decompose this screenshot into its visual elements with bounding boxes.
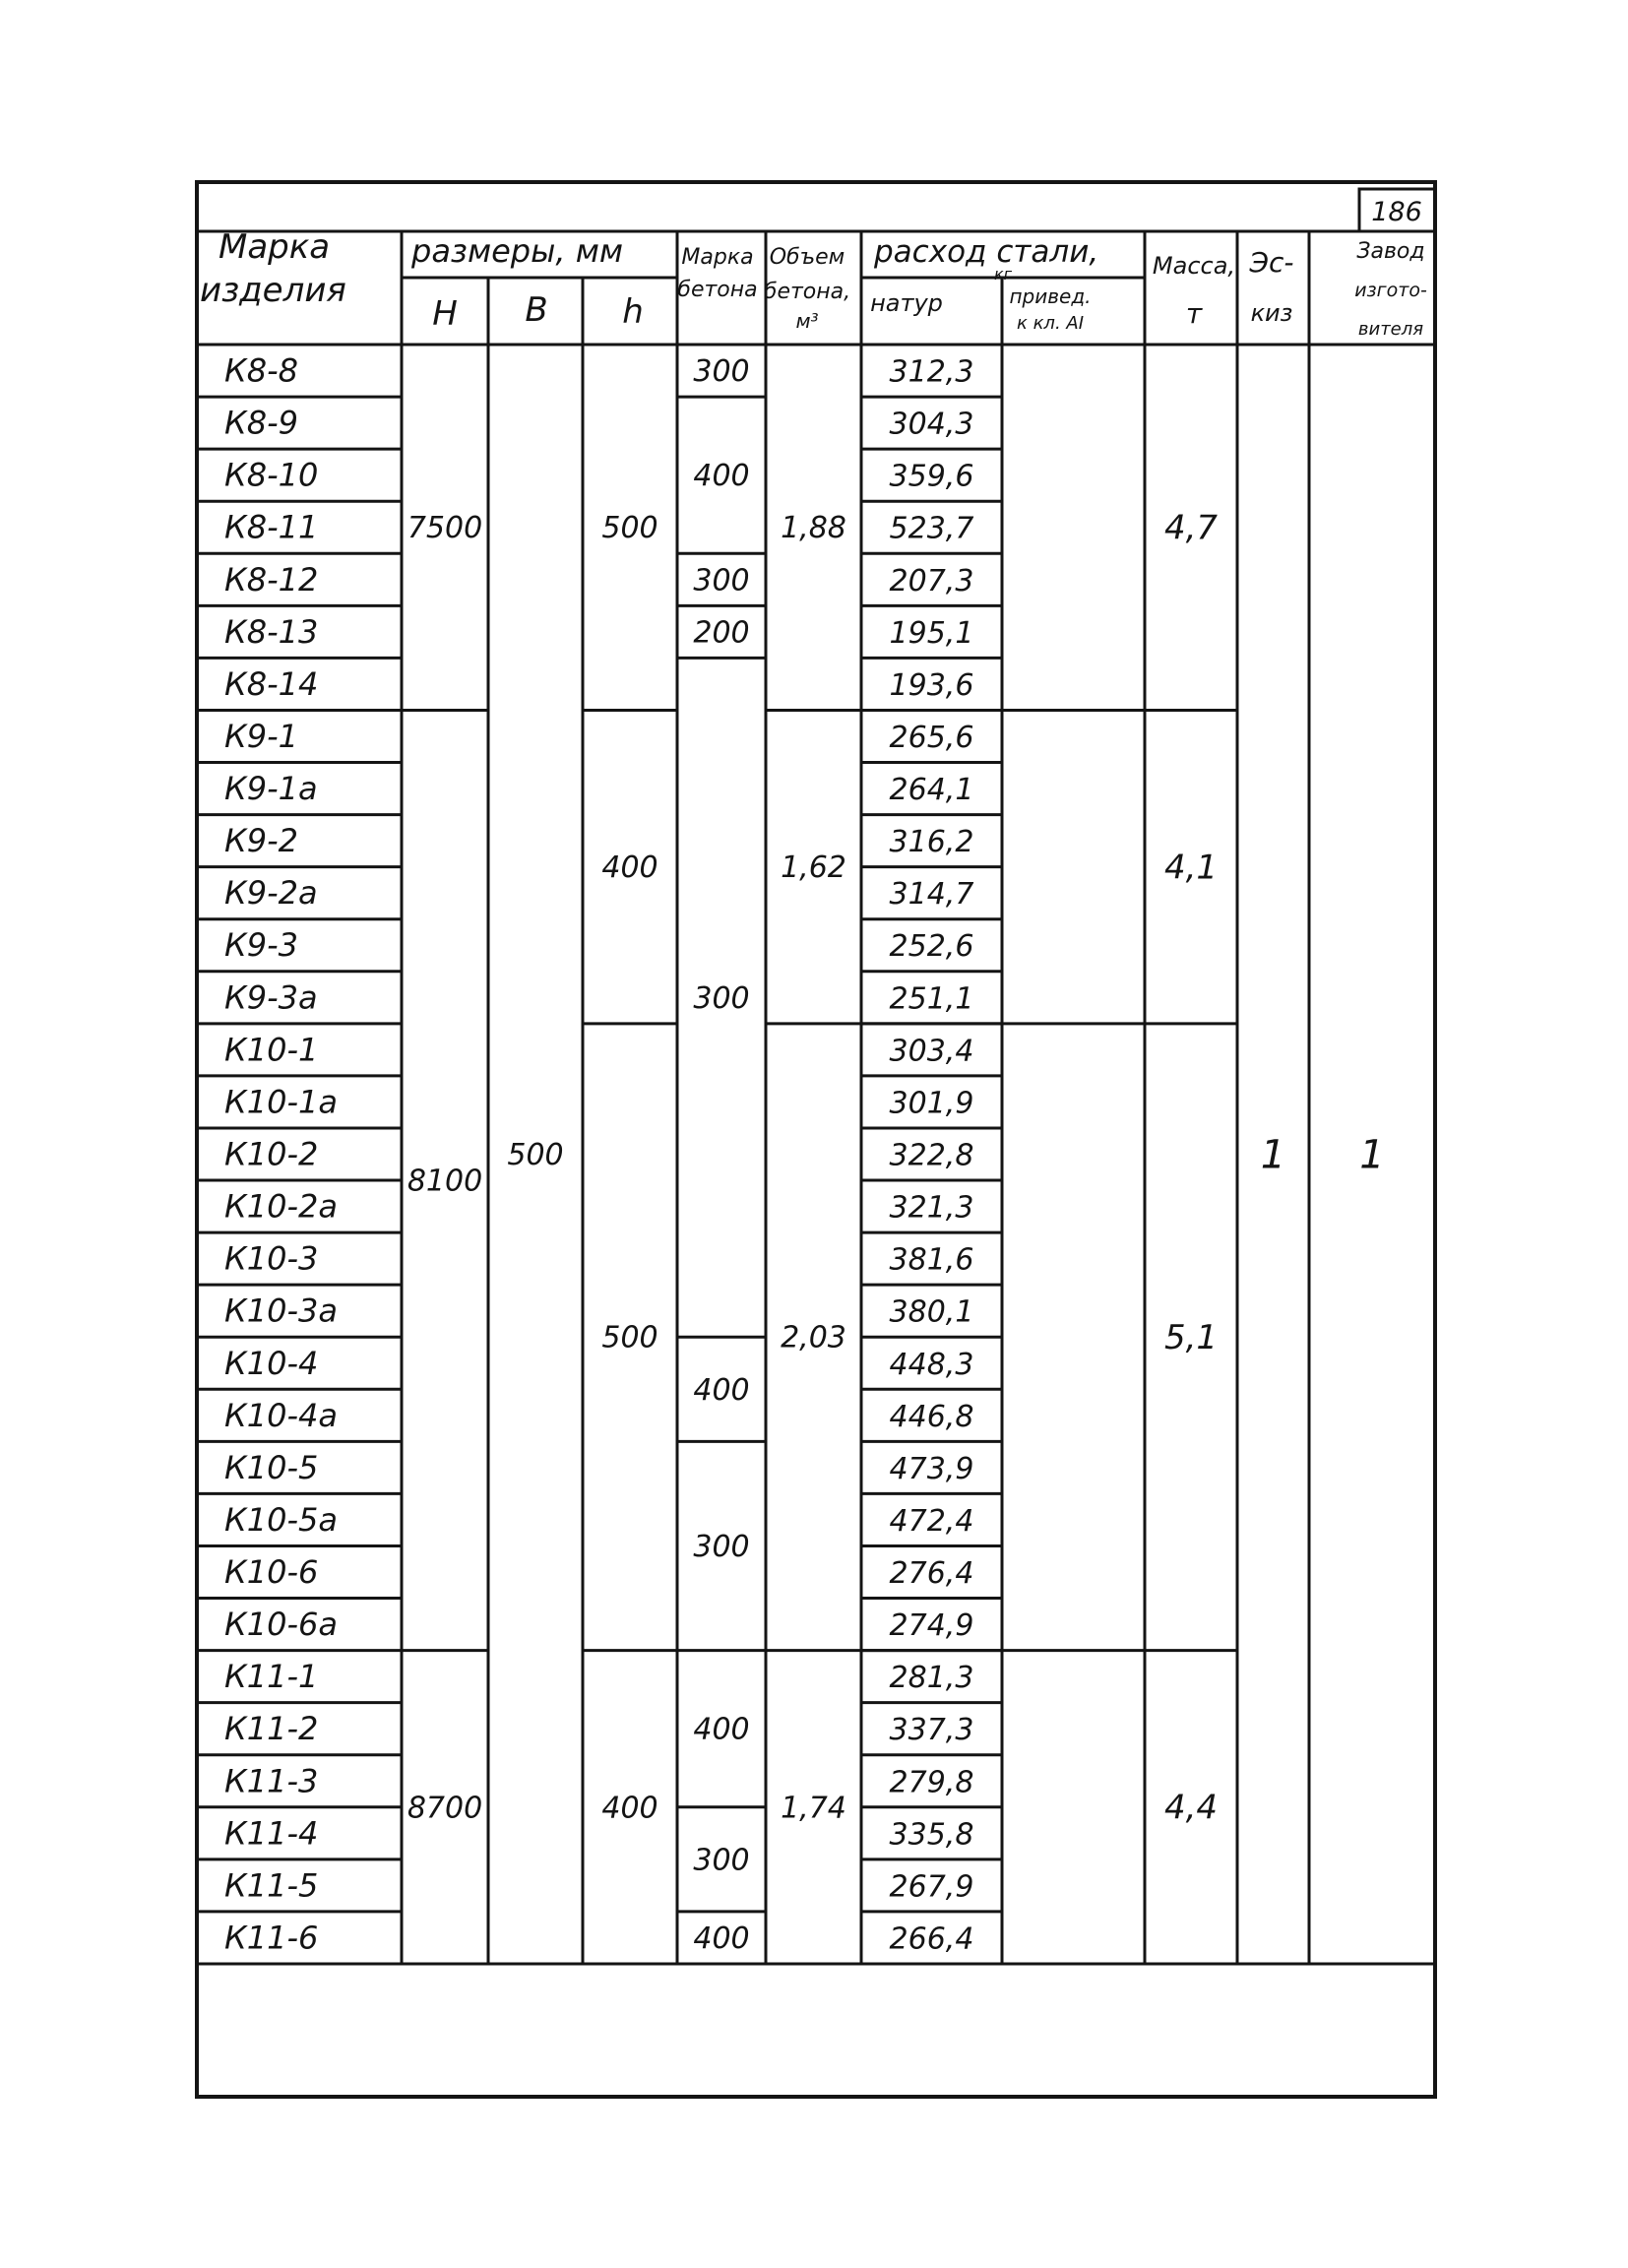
product-mark: К11-2 bbox=[224, 1710, 319, 1748]
steel-natur-value: 321,3 bbox=[889, 1190, 974, 1226]
header-zavod-2: изгото- bbox=[1354, 280, 1427, 301]
steel-natur-value: 359,6 bbox=[889, 459, 974, 494]
h-value: 400 bbox=[601, 850, 658, 886]
concrete-value: 400 bbox=[693, 1372, 750, 1408]
header-natur: натур bbox=[870, 289, 943, 317]
H-value: 8100 bbox=[407, 1164, 483, 1199]
header-marka-betona-1: Марка bbox=[681, 245, 754, 270]
concrete-value: 300 bbox=[693, 354, 750, 390]
mass-value: 4,7 bbox=[1163, 508, 1219, 548]
product-mark: К10-5а bbox=[224, 1500, 338, 1539]
header-massa-2: т bbox=[1185, 297, 1203, 330]
H-value: 7500 bbox=[407, 511, 483, 546]
header-marka-2: изделия bbox=[200, 271, 346, 310]
concrete-value: 300 bbox=[693, 1843, 750, 1878]
header-raskhod-stali: расход стали, bbox=[874, 234, 1099, 270]
product-mark: К9-2а bbox=[224, 874, 318, 913]
steel-natur-value: 446,8 bbox=[889, 1399, 974, 1434]
mass-value: 5,1 bbox=[1163, 1318, 1219, 1358]
header-dim-B: В bbox=[525, 290, 548, 330]
product-mark: К9-3 bbox=[224, 926, 298, 965]
product-mark: К10-3 bbox=[224, 1239, 319, 1278]
header-marka-1: Марка bbox=[219, 227, 331, 267]
steel-natur-value: 472,4 bbox=[889, 1503, 974, 1539]
product-mark: К9-3а bbox=[224, 978, 318, 1017]
header-razmery: размеры, мм bbox=[411, 232, 623, 270]
steel-natur-value: 266,4 bbox=[889, 1922, 974, 1957]
product-mark: К9-2 bbox=[224, 822, 298, 860]
steel-natur-value: 265,6 bbox=[889, 720, 974, 755]
steel-natur-value: 264,1 bbox=[889, 773, 974, 808]
product-mark: К11-3 bbox=[224, 1762, 319, 1800]
h-value: 500 bbox=[601, 1320, 658, 1355]
page-number: 186 bbox=[1371, 197, 1422, 227]
steel-natur-value: 207,3 bbox=[889, 563, 974, 598]
product-mark: К10-5 bbox=[224, 1448, 319, 1486]
header-marka-betona-2: бетона bbox=[677, 278, 758, 302]
steel-natur-value: 380,1 bbox=[889, 1294, 974, 1330]
steel-natur-value: 281,3 bbox=[889, 1661, 974, 1696]
steel-natur-value: 195,1 bbox=[889, 615, 974, 651]
mass-value: 4,4 bbox=[1163, 1788, 1219, 1828]
header-raskhod-unit: кг bbox=[994, 265, 1013, 284]
product-mark: К8-13 bbox=[224, 612, 319, 651]
concrete-value: 300 bbox=[693, 563, 750, 598]
product-mark: К8-9 bbox=[224, 404, 298, 442]
concrete-value: 200 bbox=[693, 615, 750, 651]
product-mark: К11-4 bbox=[224, 1814, 319, 1853]
steel-natur-value: 337,3 bbox=[889, 1713, 974, 1748]
mass-value: 4,1 bbox=[1163, 848, 1219, 888]
product-mark: К10-2а bbox=[224, 1187, 338, 1226]
product-mark: К9-1а bbox=[224, 770, 318, 808]
product-mark: К10-2 bbox=[224, 1135, 319, 1173]
product-mark: К9-1 bbox=[224, 717, 298, 755]
steel-natur-value: 276,4 bbox=[889, 1556, 974, 1592]
header-priveden-1: привед. bbox=[1009, 284, 1092, 308]
header-dim-H: Н bbox=[432, 294, 458, 334]
header-obem-1: Объем bbox=[769, 245, 845, 270]
header-obem-2: бетона, bbox=[763, 280, 851, 304]
eskiz-value: 1 bbox=[1260, 1132, 1286, 1178]
table-grid bbox=[197, 231, 1435, 1964]
steel-natur-value: 312,3 bbox=[889, 354, 974, 390]
volume-value: 1,62 bbox=[781, 850, 846, 886]
product-mark: К8-14 bbox=[224, 664, 319, 703]
product-mark: К10-6 bbox=[224, 1553, 319, 1592]
header-eskiz-1: Эс- bbox=[1249, 246, 1294, 279]
product-mark: К10-4а bbox=[224, 1396, 338, 1434]
steel-natur-value: 251,1 bbox=[889, 981, 974, 1017]
concrete-value: 300 bbox=[693, 1529, 750, 1564]
steel-natur-value: 303,4 bbox=[889, 1034, 974, 1069]
volume-value: 2,03 bbox=[781, 1320, 846, 1355]
steel-natur-value: 316,2 bbox=[889, 825, 974, 860]
header-zavod-1: Завод bbox=[1356, 239, 1425, 264]
product-mark: К8-8 bbox=[224, 351, 298, 390]
steel-natur-value: 314,7 bbox=[889, 877, 974, 913]
steel-natur-value: 304,3 bbox=[889, 407, 974, 442]
steel-natur-value: 448,3 bbox=[889, 1347, 974, 1382]
steel-natur-value: 523,7 bbox=[889, 511, 974, 546]
product-mark: К10-1 bbox=[224, 1031, 319, 1069]
product-mark: К8-11 bbox=[224, 508, 319, 546]
zavod-value: 1 bbox=[1359, 1132, 1385, 1178]
product-mark: К10-4 bbox=[224, 1344, 319, 1382]
header-zavod-3: вителя bbox=[1357, 319, 1424, 340]
concrete-value: 400 bbox=[693, 459, 750, 494]
volume-value: 1,74 bbox=[781, 1791, 846, 1826]
steel-natur-value: 279,8 bbox=[889, 1765, 974, 1800]
product-mark-column bbox=[224, 352, 338, 1957]
steel-natur-value: 252,6 bbox=[889, 929, 974, 965]
B-value: 500 bbox=[507, 1138, 564, 1172]
steel-natur-value: 322,8 bbox=[889, 1138, 974, 1173]
product-mark: К11-5 bbox=[224, 1866, 319, 1905]
header-dim-h: h bbox=[622, 292, 644, 332]
H-value: 8700 bbox=[407, 1791, 483, 1826]
product-mark: К11-6 bbox=[224, 1919, 319, 1957]
product-mark: К8-10 bbox=[224, 456, 319, 494]
table-header bbox=[200, 227, 1427, 340]
h-value: 500 bbox=[601, 511, 658, 546]
product-mark: К10-6а bbox=[224, 1606, 338, 1644]
header-massa-1: Масса, bbox=[1152, 252, 1236, 280]
concrete-value: 400 bbox=[693, 1921, 750, 1956]
header-eskiz-2: киз bbox=[1250, 299, 1293, 327]
h-value: 400 bbox=[601, 1791, 658, 1826]
product-mark: К10-3а bbox=[224, 1292, 338, 1330]
header-obem-3: м³ bbox=[795, 309, 819, 333]
steel-natur-value: 267,9 bbox=[889, 1869, 974, 1905]
steel-natur-value: 473,9 bbox=[889, 1451, 974, 1486]
steel-natur-value: 335,8 bbox=[889, 1817, 974, 1853]
steel-natur-value: 193,6 bbox=[889, 667, 974, 703]
steel-natur-value: 301,9 bbox=[889, 1086, 974, 1121]
steel-natur-value: 274,9 bbox=[889, 1608, 974, 1644]
product-mark: К8-12 bbox=[224, 560, 319, 598]
concrete-value: 300 bbox=[693, 980, 750, 1016]
header-priveden-2: к кл. АI bbox=[1016, 313, 1085, 334]
concrete-value: 400 bbox=[693, 1712, 750, 1747]
steel-natur-value: 381,6 bbox=[889, 1242, 974, 1278]
product-mark: К11-1 bbox=[224, 1658, 319, 1696]
product-mark: К10-1а bbox=[224, 1083, 338, 1121]
volume-value: 1,88 bbox=[781, 511, 846, 546]
steel-consumption-column bbox=[890, 355, 974, 1957]
